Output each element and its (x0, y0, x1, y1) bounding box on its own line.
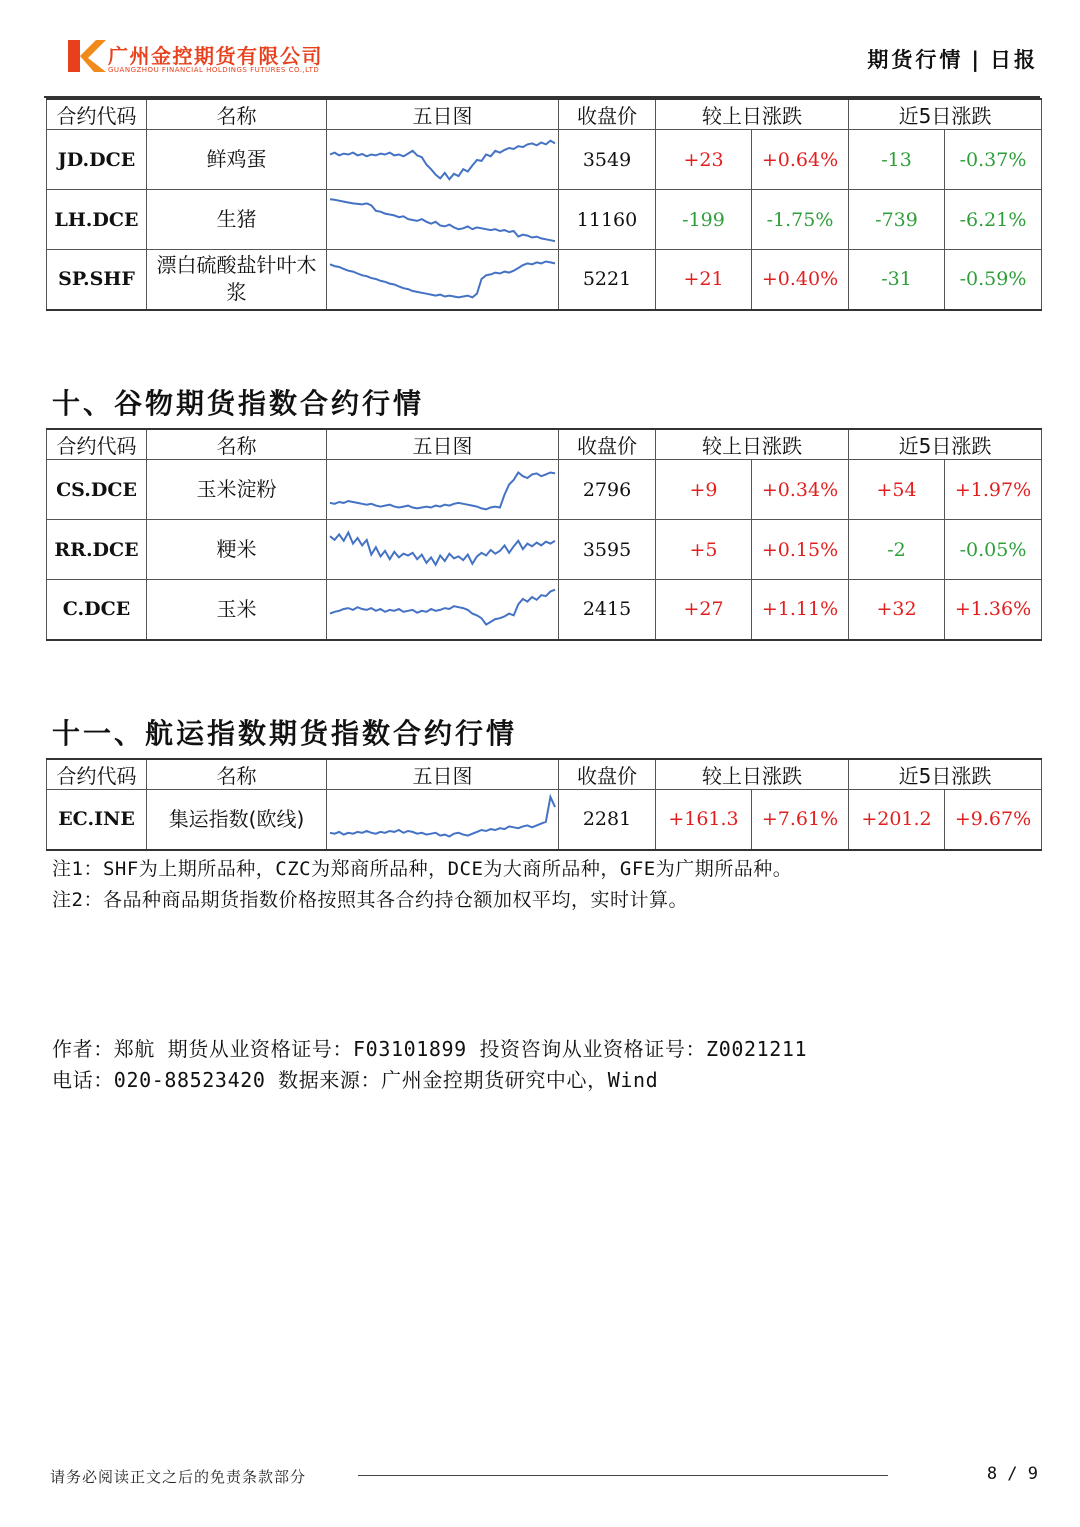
contract-code: LH.DCE (47, 190, 147, 250)
five-day-sparkline (327, 250, 559, 310)
close-price: 5221 (559, 250, 656, 310)
daily-change-pct: +0.34% (752, 460, 849, 520)
sparkline-series (330, 140, 555, 179)
daily-change-pct: -1.75% (752, 190, 849, 250)
table-header-row (47, 429, 1042, 460)
daily-change: +161.3 (656, 790, 752, 850)
five-day-change: -31 (849, 250, 945, 310)
contact-info: 电话：020-88523420 数据来源：广州金控期货研究中心，Wind (52, 1068, 659, 1092)
five-day-change: -2 (849, 520, 945, 580)
sparkline-chart (327, 790, 558, 848)
section-title-grain: 十、谷物期货指数合约行情 (52, 387, 425, 420)
sparkline-series (330, 797, 555, 837)
contract-name: 漂白硫酸盐针叶木浆 (147, 250, 327, 310)
col-code: 合约代码 (47, 99, 147, 130)
doc-type: 期货行情 (867, 48, 964, 72)
col-daily-change: 较上日涨跌 (656, 99, 849, 130)
contract-code: JD.DCE (47, 130, 147, 190)
col-close: 收盘价 (559, 99, 656, 130)
col-daily-change: 较上日涨跌 (656, 759, 849, 790)
col-name: 名称 (147, 759, 327, 790)
footer-rule (358, 1475, 888, 1476)
five-day-change: +201.2 (849, 790, 945, 850)
five-day-change-pct: -0.05% (945, 520, 1042, 580)
daily-change: +9 (656, 460, 752, 520)
close-price: 3595 (559, 520, 656, 580)
sparkline-chart (327, 131, 558, 189)
page-header (0, 0, 1080, 96)
five-day-change-pct: -6.21% (945, 190, 1042, 250)
daily-change: +23 (656, 130, 752, 190)
five-day-sparkline (327, 580, 559, 640)
col-chart: 五日图 (327, 429, 559, 460)
sparkline-chart (327, 250, 558, 308)
table-row (47, 250, 1042, 310)
contract-code: C.DCE (47, 580, 147, 640)
contract-code: SP.SHF (47, 250, 147, 310)
table-row (47, 580, 1042, 640)
close-price: 2415 (559, 580, 656, 640)
section-title-shipping: 十一、航运指数期货指数合约行情 (52, 717, 518, 750)
quote-table-grain (46, 428, 1042, 641)
close-price: 2281 (559, 790, 656, 850)
five-day-change-pct: -0.59% (945, 250, 1042, 310)
table-header-row (47, 759, 1042, 790)
col-daily-change: 较上日涨跌 (656, 429, 849, 460)
contract-name: 玉米 (147, 580, 327, 640)
contract-name: 生猪 (147, 190, 327, 250)
col-name: 名称 (147, 99, 327, 130)
sparkline-series (330, 199, 555, 241)
contract-name: 玉米淀粉 (147, 460, 327, 520)
col-code: 合约代码 (47, 759, 147, 790)
close-price: 2796 (559, 460, 656, 520)
contract-code: EC.INE (47, 790, 147, 850)
header-separator: | (971, 48, 982, 72)
col-code: 合约代码 (47, 429, 147, 460)
daily-change-pct: +7.61% (752, 790, 849, 850)
table-row (47, 460, 1042, 520)
daily-change-pct: +0.15% (752, 520, 849, 580)
five-day-sparkline (327, 520, 559, 580)
sparkline-series (330, 262, 555, 298)
contract-name: 粳米 (147, 520, 327, 580)
five-day-change: -13 (849, 130, 945, 190)
daily-change-pct: +0.64% (752, 130, 849, 190)
sparkline-series (330, 590, 555, 625)
five-day-change-pct: +1.97% (945, 460, 1042, 520)
daily-change-pct: +1.11% (752, 580, 849, 640)
close-price: 11160 (559, 190, 656, 250)
five-day-change: +54 (849, 460, 945, 520)
col-close: 收盘价 (559, 429, 656, 460)
five-day-sparkline (327, 130, 559, 190)
table-row (47, 520, 1042, 580)
five-day-sparkline (327, 460, 559, 520)
sparkline-chart (327, 580, 558, 638)
table-header-row (47, 99, 1042, 130)
daily-change: +27 (656, 580, 752, 640)
table-row (47, 790, 1042, 850)
five-day-change-pct: +1.36% (945, 580, 1042, 640)
five-day-sparkline (327, 190, 559, 250)
company-logo-icon (66, 38, 106, 74)
col-five-day-change: 近5日涨跌 (849, 759, 1042, 790)
daily-change-pct: +0.40% (752, 250, 849, 310)
author-info: 作者：郑航 期货从业资格证号：F03101899 投资咨询从业资格证号：Z0021211 (52, 1037, 808, 1061)
table-row (47, 190, 1042, 250)
contract-name: 鲜鸡蛋 (147, 130, 327, 190)
sparkline-series (330, 472, 555, 509)
note-1: 注1：SHF为上期所品种，CZC为郑商所品种，DCE为大商所品种，GFE为广期所品种。 (52, 858, 793, 880)
quote-table-agri (46, 98, 1042, 311)
close-price: 3549 (559, 130, 656, 190)
doc-label (867, 44, 1038, 74)
col-five-day-change: 近5日涨跌 (849, 99, 1042, 130)
five-day-change: +32 (849, 580, 945, 640)
daily-change: -199 (656, 190, 752, 250)
col-name: 名称 (147, 429, 327, 460)
page-number: 8 / 9 (986, 1464, 1038, 1484)
five-day-change-pct: +9.67% (945, 790, 1042, 850)
five-day-change-pct: -0.37% (945, 130, 1042, 190)
daily-change: +5 (656, 520, 752, 580)
company-name-cn: 广州金控期货有限公司 (108, 44, 323, 68)
sparkline-chart (327, 521, 558, 579)
note-2: 注2：各品种商品期货指数价格按照其各合约持仓额加权平均，实时计算。 (52, 889, 688, 911)
doc-frequency: 日报 (990, 48, 1038, 72)
col-chart: 五日图 (327, 99, 559, 130)
sparkline-series (330, 532, 555, 564)
disclaimer-notice: 请务必阅读正文之后的免责条款部分 (50, 1468, 307, 1486)
col-chart: 五日图 (327, 759, 559, 790)
sparkline-chart (327, 461, 558, 519)
contract-name: 集运指数(欧线) (147, 790, 327, 850)
col-close: 收盘价 (559, 759, 656, 790)
col-five-day-change: 近5日涨跌 (849, 429, 1042, 460)
contract-code: CS.DCE (47, 460, 147, 520)
sparkline-chart (327, 191, 558, 249)
company-name-en: GUANGZHOU FINANCIAL HOLDINGS FUTURES CO.,LTD (108, 66, 320, 74)
contract-code: RR.DCE (47, 520, 147, 580)
quote-table-shipping (46, 758, 1042, 851)
five-day-sparkline (327, 790, 559, 850)
five-day-change: -739 (849, 190, 945, 250)
table-row (47, 130, 1042, 190)
daily-change: +21 (656, 250, 752, 310)
